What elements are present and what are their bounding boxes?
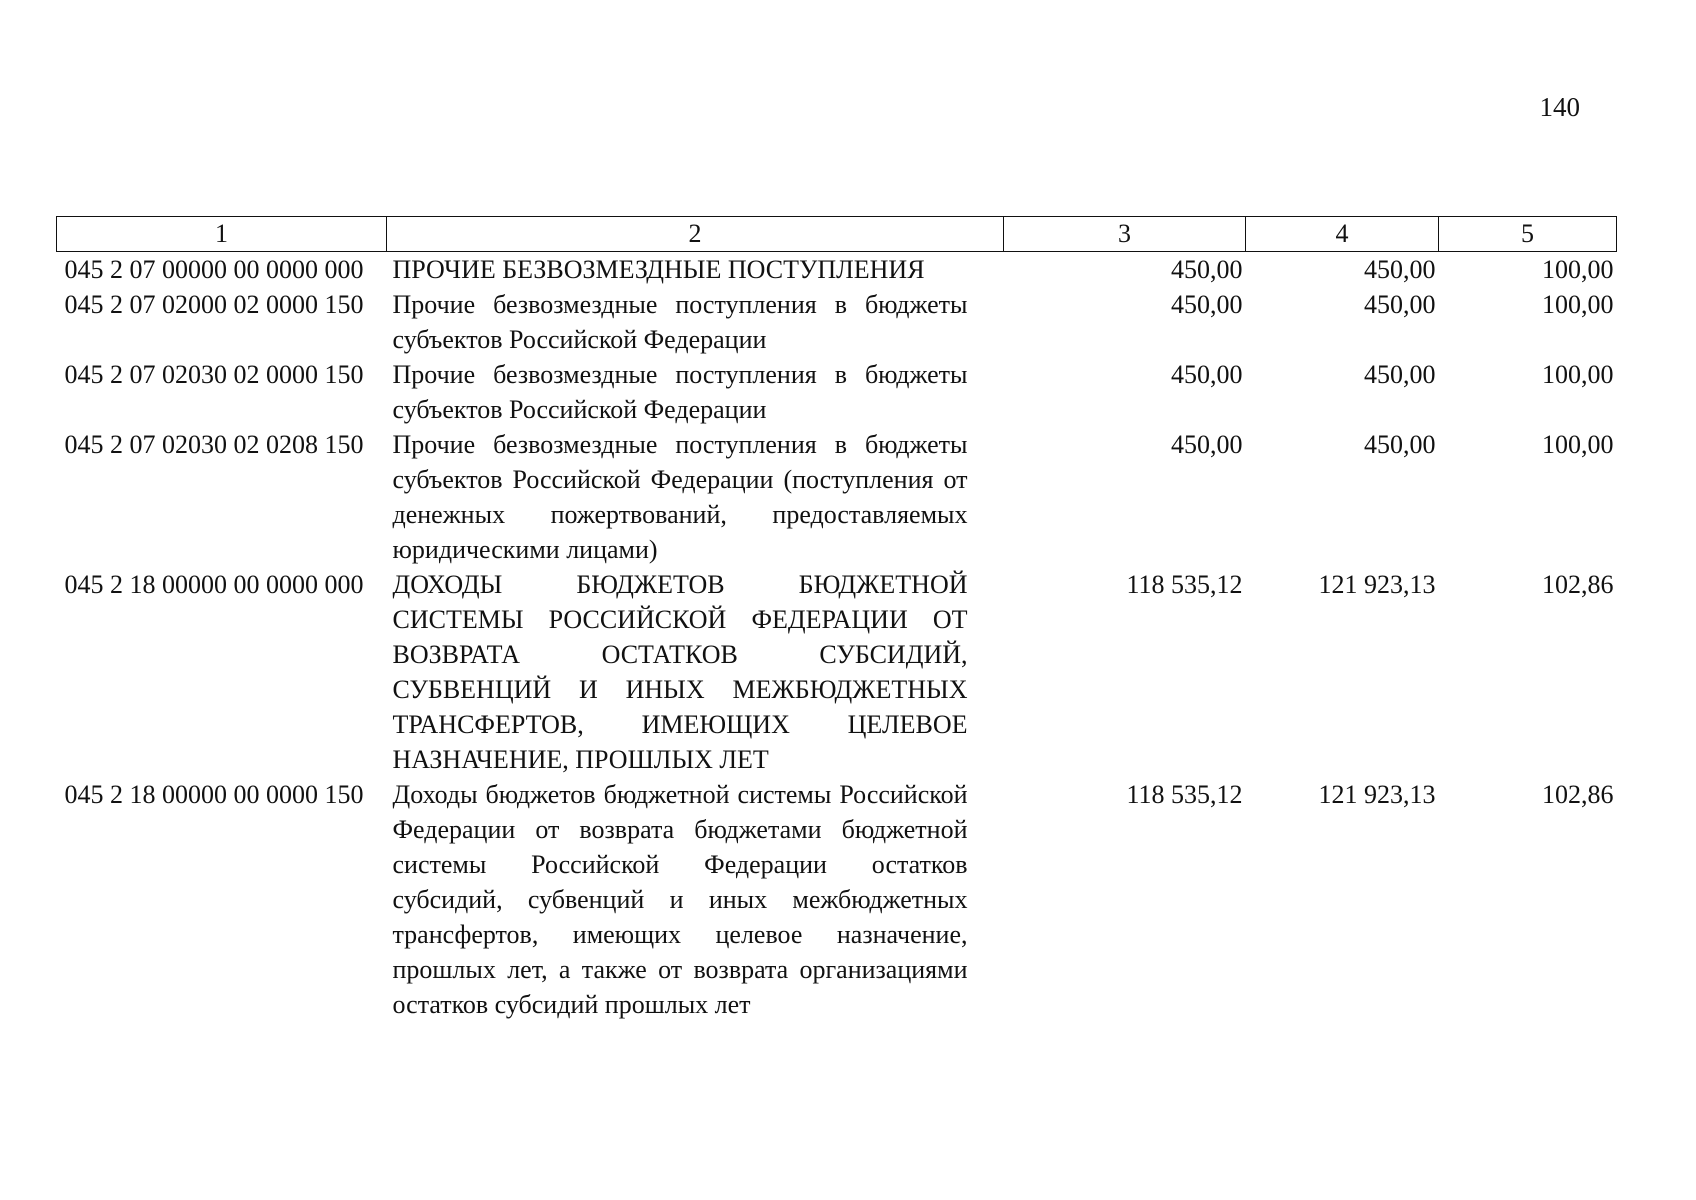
table-header-row (57, 217, 1617, 252)
value-col5-cell: 100,00 (1542, 290, 1614, 319)
item-name-cell: ДОХОДЫ БЮДЖЕТОВ БЮДЖЕТНОЙ СИСТЕМЫ РОССИЙСКОЙ ФЕДЕРАЦИИ ОТ ВОЗВРАТА ОСТАТКОВ СУБСИДИЙ, СУБВЕНЦИЙ И ИНЫХ МЕЖБЮДЖЕТНЫХ ТРАНСФЕРТОВ, ИМЕЮЩИХ ЦЕЛЕВОЕ НАЗНАЧЕНИЕ, ПРОШЛЫХ ЛЕТ (392, 570, 968, 774)
column-header-3: 3 (1004, 217, 1246, 252)
table-row (57, 777, 1617, 1022)
value-col3-cell: 450,00 (1171, 255, 1243, 284)
item-name-cell: Прочие безвозмездные поступления в бюджеты субъектов Российской Федерации (392, 290, 968, 354)
budget-table (56, 216, 1617, 1022)
table-row (57, 287, 1617, 357)
value-col4-cell: 450,00 (1364, 360, 1436, 389)
budget-code-cell: 045 2 07 02030 02 0208 150 (64, 430, 364, 459)
value-col4-cell: 121 923,13 (1318, 780, 1436, 809)
table-row (57, 567, 1617, 777)
value-col3-cell: 450,00 (1171, 290, 1243, 319)
item-name-cell: Прочие безвозмездные поступления в бюджеты субъектов Российской Федерации (392, 360, 968, 424)
column-header-5: 5 (1439, 217, 1617, 252)
column-header-2: 2 (387, 217, 1004, 252)
value-col4-cell: 121 923,13 (1318, 570, 1436, 599)
value-col4-cell: 450,00 (1364, 290, 1436, 319)
value-col5-cell: 100,00 (1542, 255, 1614, 284)
budget-code-cell: 045 2 18 00000 00 0000 000 (64, 570, 364, 599)
value-col3-cell: 450,00 (1171, 430, 1243, 459)
value-col5-cell: 100,00 (1542, 430, 1614, 459)
value-col5-cell: 102,86 (1542, 570, 1614, 599)
column-header-1: 1 (57, 217, 387, 252)
value-col5-cell: 100,00 (1542, 360, 1614, 389)
value-col3-cell: 450,00 (1171, 360, 1243, 389)
budget-code-cell: 045 2 07 02000 02 0000 150 (64, 290, 364, 319)
budget-code-cell: 045 2 07 00000 00 0000 000 (64, 255, 364, 284)
value-col4-cell: 450,00 (1364, 255, 1436, 284)
page-number: 140 (1539, 92, 1580, 122)
table-row (57, 252, 1617, 288)
column-header-4: 4 (1246, 217, 1439, 252)
table-row (57, 427, 1617, 567)
table-row (57, 357, 1617, 427)
item-name-cell: Прочие безвозмездные поступления в бюджеты субъектов Российской Федерации (поступления от денежных пожертвований, предоставляемых юридическими лицами) (392, 430, 968, 564)
value-col3-cell: 118 535,12 (1126, 570, 1243, 599)
item-name-cell: ПРОЧИЕ БЕЗВОЗМЕЗДНЫЕ ПОСТУПЛЕНИЯ (392, 255, 925, 284)
item-name-cell: Доходы бюджетов бюджетной системы Российской Федерации от возврата бюджетами бюджетной системы Российской Федерации остатков субсидий, субвенций и иных межбюджетных трансфертов, имеющих целевое назначение, прошлых лет, а также от возврата организациями остатков субсидий прошлых лет (392, 780, 968, 1019)
budget-code-cell: 045 2 07 02030 02 0000 150 (64, 360, 364, 389)
value-col3-cell: 118 535,12 (1126, 780, 1243, 809)
value-col5-cell: 102,86 (1542, 780, 1614, 809)
budget-code-cell: 045 2 18 00000 00 0000 150 (64, 780, 364, 809)
value-col4-cell: 450,00 (1364, 430, 1436, 459)
